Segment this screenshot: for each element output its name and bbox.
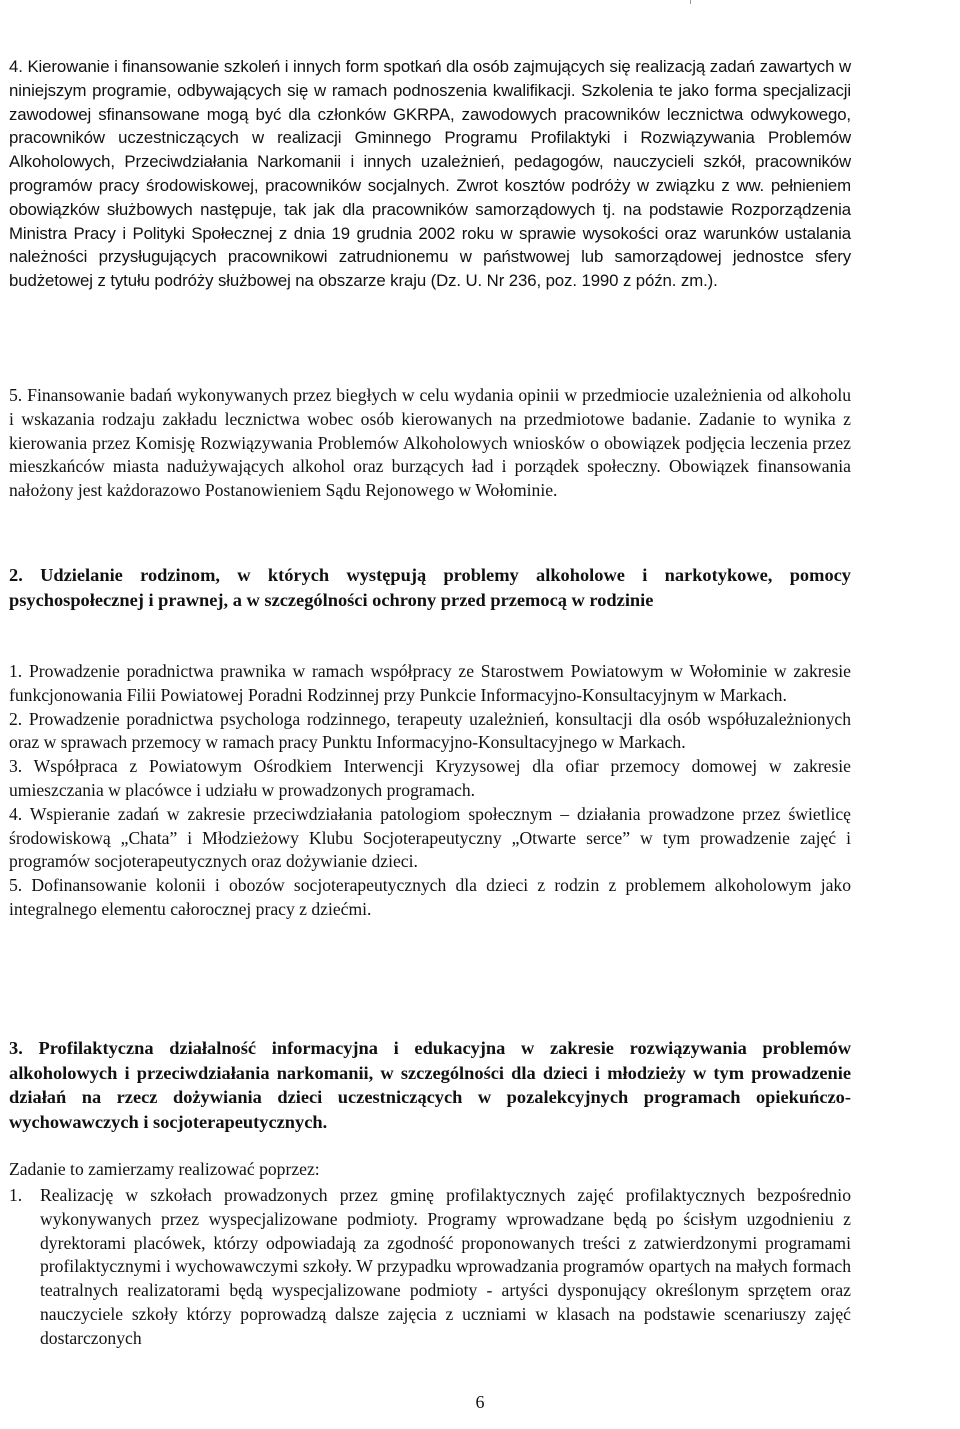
section1-item-4: 4. Kierowanie i finansowanie szkoleń i innych form spotkań dla osób zajmujących się realizacją zadań zawartych w niniejszym programie, odbywających się w ramach podnoszenia kwalifikacji. Szkolenia te jako forma specjalizacji zawodowej sfinansowane mogą być dla członków GKRPA, zawodowych pracowników lecznictwa odwykowego, pracowników uczestniczących w realizacji Gminnego Programu Profilaktyki i Rozwiązywania Problemów Alkoholowych, Przeciwdziałania Narkomanii i innych uzależnień, pedagogów, nauczycieli szkół, pracowników programów pracy środowiskowej, pracowników socjalnych. Zwrot kosztów podróży w związku z ww. pełnieniem obowiązków służbowych następuje, tak jak dla pracowników samorządowych tj. na podstawie Rozporządzenia Ministra Pracy i Polityki Społecznej z dnia 19 grudnia 2002 roku w sprawie wysokości oraz warunków ustalania należności przysługujących pracownikowi zatrudnionemu w państwowej lub samorządowej jednostce sfery budżetowej z tytułu podróży służbowej na obszarze kraju (Dz. U. Nr 236, poz. 1990 z późn. zm.). xyxy=(9,57,851,291)
list-number: 1. xyxy=(9,1185,23,1205)
list-item: 1. Prowadzenie poradnictwa prawnika w ramach współpracy ze Starostwem Powiatowym w Wołominie w zakresie funkcjonowania Filii Powiatowej Poradni Rodzinnej przy Punkcie Informacyjno-Konsultacyjnym w Markach. xyxy=(9,661,851,705)
page-number: 6 xyxy=(475,1392,485,1412)
scan-mark xyxy=(690,0,691,4)
section1-item-5: 5. Finansowanie badań wykonywanych przez biegłych w celu wydania opinii w przedmiocie uzależnienia od alkoholu i wskazania rodzaju zakładu lecznictwa wobec osób kierowanych na przedmiotowe badanie. Zadanie to wynika z kierowania przez Komisję Rozwiązywania Problemów Alkoholowych wniosków o obowiązek podjęcia leczenia przez mieszkańców miasta nadużywających alkohol oraz burzących ład i porządek społeczny. Obowiązek finansowania nałożony jest każdorazowo Postanowieniem Sądu Rejonowego w Wołominie. xyxy=(9,385,851,501)
section3-item-1 xyxy=(9,1184,851,1351)
list-item: 2. Prowadzenie poradnictwa psychologa rodzinnego, terapeuty uzależnień, konsultacji dla osób współuzależnionych oraz w sprawach przemocy w ramach pracy Punktu Informacyjno-Konsultacyjnego w Markach. xyxy=(9,708,851,753)
section3-intro: Zadanie to zamierzamy realizować poprzez: xyxy=(9,1159,320,1179)
list-item: 3. Współpraca z Powiatowym Ośrodkiem Interwencji Kryzysowej dla ofiar przemocy domowej w zakresie umieszczania w placówce i udziału w prowadzonych programach. xyxy=(9,756,851,800)
list-item: 5. Dofinansowanie kolonii i obozów socjoterapeutycznych dla dzieci z rodzin z problemem alkoholowym jako integralnego elementu całorocznej pracy z dziećmi. xyxy=(9,875,851,919)
section3-heading: 3. Profilaktyczna działalność informacyjna i edukacyjna w zakresie rozwiązywania problemów alkoholowych i przeciwdziałania narkomanii, w szczególności dla dzieci i młodzieży w tym prowadzenie działań na rzecz dożywiania dzieci uczestniczących w pozalekcyjnych programach opiekuńczo-wychowawczych i socjoterapeutycznych. xyxy=(9,1038,851,1132)
list-item: 4. Wspieranie zadań w zakresie przeciwdziałania patologiom społecznym – działania prowadzone przez świetlicę środowiskową „Chata” i Młodzieżowy Klubu Socjoterapeutyczny „Otwarte serce” w tym prowadzenie zajęć i programów socjoterapeutycznych oraz dożywianie dzieci. xyxy=(9,803,851,872)
section2-list xyxy=(9,660,851,922)
list-item-text: Realizację w szkołach prowadzonych przez gminę profilaktycznych zajęć profilaktycznych bezpośrednio wykonywanych przez wyspecjalizowane podmioty. Programy wprowadzane będą po ścisłym uzgodnieniu z dyrektorami placówek, którzy odpowiadają za zgodność proponowanych treści z zatwierdzonymi programami profilaktycznymi i wychowawczymi szkoły. W przypadku wprowadzania programów opartych na małych formach teatralnych realizatorami będą wyspecjalizowane podmioty - artyści dysponujący określonym sprzętem oraz nauczyciele szkoły którzy poprowadzą dalsze zajęcia z uczniami w klasach na podstawie scenariuszy zajęć dostarczonych xyxy=(40,1185,851,1348)
section2-heading: 2. Udzielanie rodzinom, w których występują problemy alkoholowe i narkotykowe, pomocy psychospołecznej i prawnej, a w szczególności ochrony przed przemocą w rodzinie xyxy=(9,565,851,610)
